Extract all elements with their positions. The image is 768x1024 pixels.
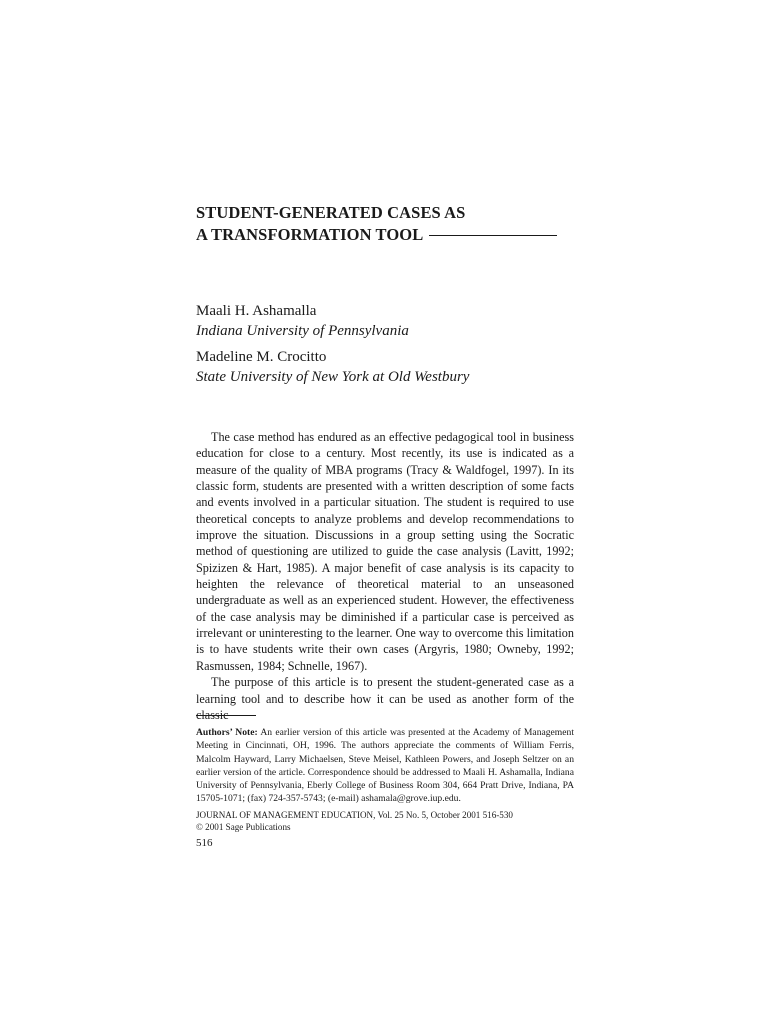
body-paragraph-2: The purpose of this article is to present the student-generated case as a learning tool and to describe how it can be used as another form of the classic xyxy=(196,675,574,722)
author-1-name: Maali H. Ashamalla xyxy=(196,303,317,319)
author-2-name: Madeline M. Crocitto xyxy=(196,349,327,365)
article-title xyxy=(196,202,574,246)
author-1 xyxy=(196,301,469,341)
author-2-affiliation: State University of New York at Old Westbury xyxy=(196,369,470,385)
body-paragraph-1: The case method has endured as an effective pedagogical tool in business education for close to a century. Most recently, its use is indicated as a measure of the quality of MBA programs (Tracy & Waldfogel, 1997). In its classic form, students are presented with a written description of some facts and events involved in a particular situation. The student is required to use theoretical concepts to analyze problems and develop recommendations to improve the situation. Discussions in a group setting using the Socratic method of questioning are utilized to guide the case analysis (Lavitt, 1992; Spizizen & Hart, 1985). A major benefit of case analysis is its capacity to heighten the relevance of theoretical material to an unseasoned undergraduate as well as an experienced student. However, the effectiveness of the case analysis may be diminished if a particular case is perceived as irrelevant or uninteresting to the learner. One way to overcome this limitation is to have students write their own cases (Argyris, 1980; Owneby, 1992; Rasmussen, 1984; Schnelle, 1967). xyxy=(196,430,574,673)
journal-citation: JOURNAL OF MANAGEMENT EDUCATION, Vol. 25 No. 5, October 2001 516-530 xyxy=(196,810,513,820)
authors-note-label: Authors’ Note: xyxy=(196,727,258,738)
title-rule xyxy=(429,235,557,236)
authors-note-text: An earlier version of this article was presented at the Academy of Management Meeting in Cincinnati, OH, 1996. The authors appreciate the comments of William Ferris, Malcolm Hayward, Larry Michaelsen, Steve Meisel, Kathleen Powers, and Joseph Seltzer on an earlier version of the article. Correspondence should be addressed to Maali H. Ashamalla, Indiana University of Pennsylvania, Eberly College of Business Room 304, 664 Pratt Drive, Indiana, PA 15705-1071; (fax) 724-357-5743; (e-mail) ashamala@grove.iup.edu. xyxy=(196,727,574,805)
title-line-2 xyxy=(196,224,574,246)
author-2 xyxy=(196,347,469,387)
page-number: 516 xyxy=(196,837,213,849)
footnote-rule xyxy=(196,715,256,716)
author-1-affiliation: Indiana University of Pennsylvania xyxy=(196,323,409,339)
copyright-notice: © 2001 Sage Publications xyxy=(196,822,291,832)
article-body xyxy=(196,429,574,723)
title-line-2-text: A TRANSFORMATION TOOL xyxy=(196,225,424,244)
journal-citation-block xyxy=(196,809,574,833)
author-list xyxy=(196,301,469,393)
title-line-1: STUDENT-GENERATED CASES AS xyxy=(196,203,466,222)
authors-note xyxy=(196,726,574,806)
